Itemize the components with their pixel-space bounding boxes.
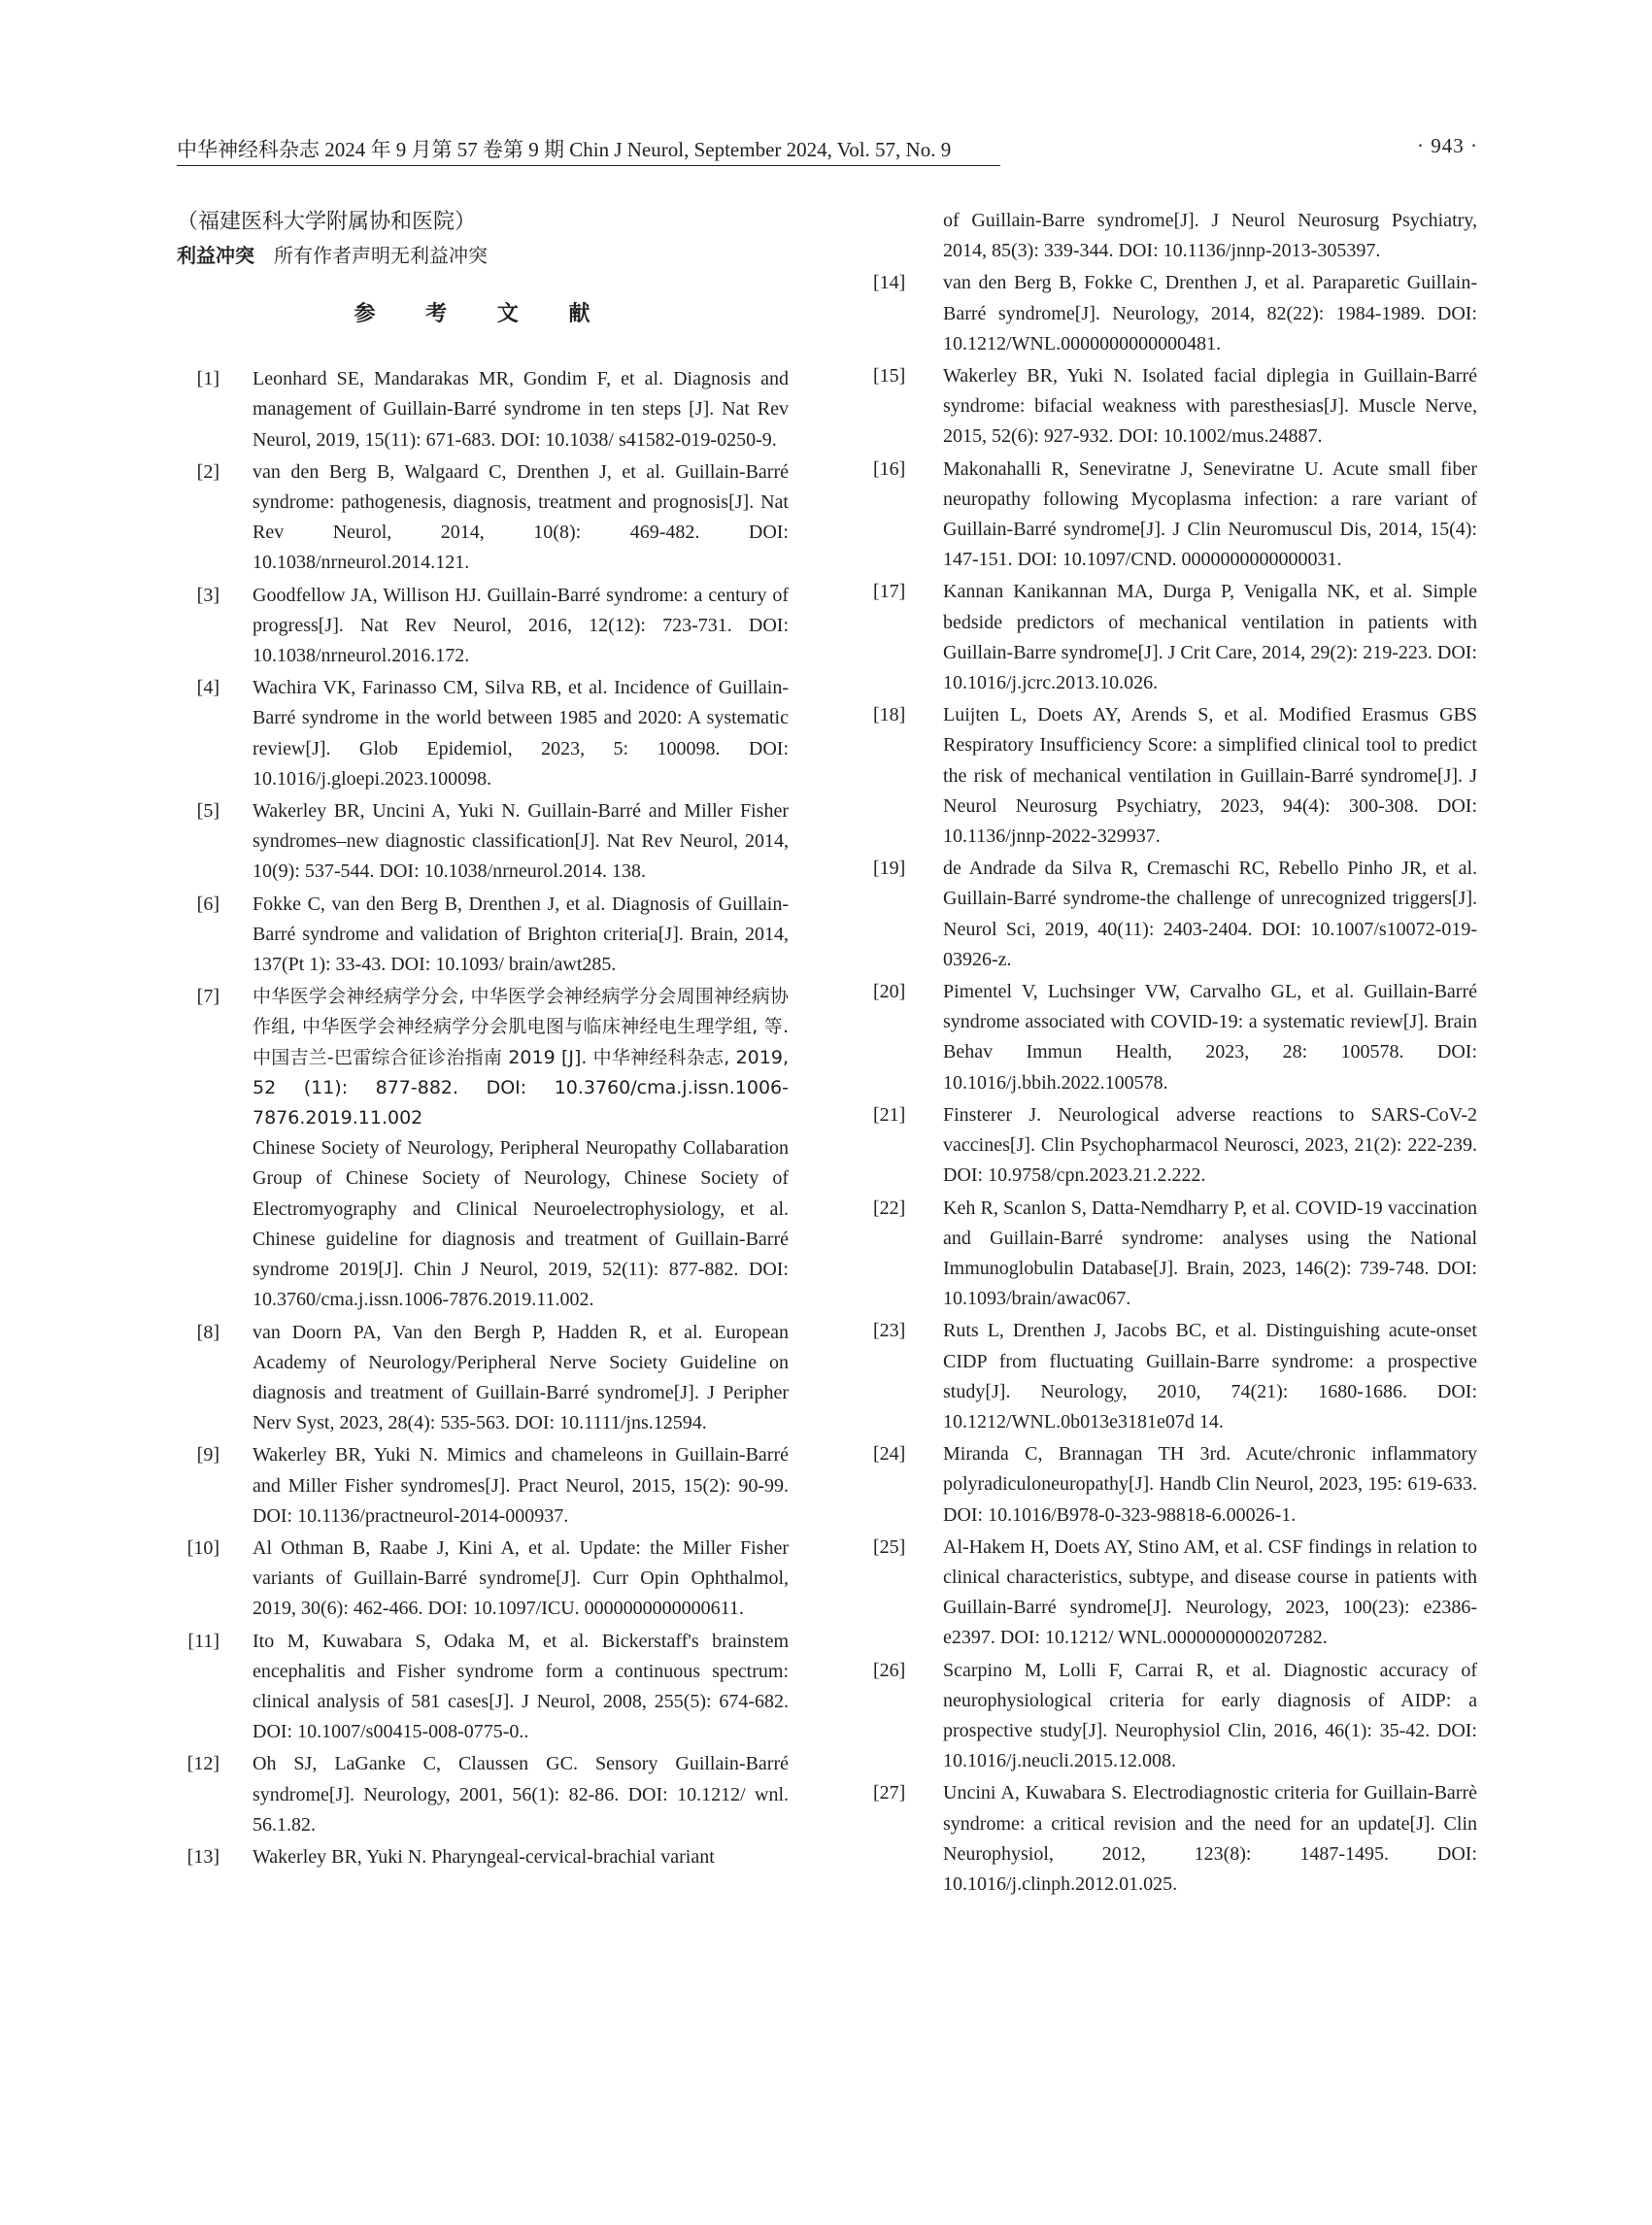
reference-number: [14] — [873, 272, 906, 294]
reference-number: [5] — [196, 800, 219, 823]
reference-item — [873, 854, 1477, 975]
reference-number: [13] — [186, 1845, 219, 1868]
reference-text: Al-Hakem H, Doets AY, Stino AM, et al. CSF findings in relation to clinical characteristics, subtype, and disease course in patients with Guillain-Barré syndrome[J]. Neurology, 2023, 100(23): e2386-e2397. DOI: 10.1212/ WNL.0000000000207282. — [943, 1535, 1477, 1649]
reference-item — [873, 977, 1477, 1098]
reference-number: [21] — [873, 1103, 906, 1126]
reference-text: Wakerley BR, Yuki N. Isolated facial diplegia in Guillain-Barré syndrome: bifacial weakness with paresthesias[J]. Muscle Nerve, 2015, 52(6): 927-932. DOI: 10.1002/mus.24887. — [943, 365, 1477, 448]
reference-item — [177, 673, 789, 794]
reference-item — [873, 268, 1477, 359]
conflict-text: 所有作者声明无利益冲突 — [274, 244, 488, 267]
reference-text: Wakerley BR, Yuki N. Mimics and chameleons in Guillain-Barré and Miller Fisher syndromes[J]. Pract Neurol, 2015, 15(2): 90-99. DOI: 10.1136/practneurol-2014-000937. — [253, 1444, 789, 1527]
reference-text: Makonahalli R, Seneviratne J, Seneviratne U. Acute small fiber neuropathy following Mycoplasma infection: a rare variant of Guillain-Barré syndrome[J]. J Clin Neuromuscul Dis, 2014, 15(4): 147-151. DOI: 10.1097/CND. 0000000000000031. — [943, 457, 1477, 571]
reference-text: Al Othman B, Raabe J, Kini A, et al. Update: the Miller Fisher variants of Guillain-Barré syndrome[J]. Curr Opin Ophthalmol, 2019, 30(6): 462-466. DOI: 10.1097/ICU. 0000000000000611. — [253, 1536, 789, 1620]
reference-text: Pimentel V, Luchsinger VW, Carvalho GL, et al. Guillain-Barré syndrome associated with COVID-19: a systematic review[J]. Brain Behav Immun Health, 2023, 28: 100578. DOI: 10.1016/j.bbih.2022.100578. — [943, 981, 1477, 1094]
reference-item — [873, 1778, 1477, 1900]
page-number: · 943 · — [1417, 134, 1478, 157]
left-column — [177, 206, 789, 1874]
reference-number: [11] — [187, 1630, 219, 1652]
reference-number: [18] — [873, 704, 906, 726]
reference-item — [873, 1194, 1477, 1315]
reference-text: Wakerley BR, Uncini A, Yuki N. Guillain-Barré and Miller Fisher syndromes–new diagnostic classification[J]. Nat Rev Neurol, 2014, 10(9): 537-544. DOI: 10.1038/nrneurol.2014. 138. — [253, 800, 789, 883]
reference-number: [15] — [873, 365, 906, 388]
reference-text: Luijten L, Doets AY, Arends S, et al. Modified Erasmus GBS Respiratory Insufficiency Score: a simplified clinical tool to predict the risk of mechanical ventilation in Guillain-Barré syndrome[J]. J Neurol Neurosurg Psychiatry, 2023, 94(4): 300-308. DOI: 10.1136/jnnp-2022-329937. — [943, 704, 1477, 848]
reference-number: [3] — [196, 584, 219, 606]
reference-number: [26] — [873, 1659, 906, 1681]
reference-text: Wakerley BR, Yuki N. Pharyngeal-cervical-brachial variant — [253, 1845, 715, 1868]
reference-number: [9] — [196, 1444, 219, 1466]
reference-number: [6] — [196, 893, 219, 915]
reference-item — [873, 577, 1477, 698]
reference-item — [177, 457, 789, 579]
reference-number: [1] — [196, 368, 219, 390]
reference-text: Goodfellow JA, Willison HJ. Guillain-Barré syndrome: a century of progress[J]. Nat Rev Neurol, 2016, 12(12): 723-731. DOI: 10.1038/nrneurol.2016.172. — [253, 584, 789, 667]
reference-text: Leonhard SE, Mandarakas MR, Gondim F, et al. Diagnosis and management of Guillain-Barré syndrome in ten steps [J]. Nat Rev Neurol, 2019, 15(11): 671-683. DOI: 10.1038/ s41582-019-0250-9. — [253, 368, 789, 451]
reference-text: Keh R, Scanlon S, Datta-Nemdharry P, et al. COVID-19 vaccination and Guillain-Barré syndrome: analyses using the National Immunoglobulin Database[J]. Brain, 2023, 146(2): 739-748. DOI: 10.1093/brain/awac067. — [943, 1197, 1477, 1310]
reference-item — [873, 1533, 1477, 1654]
reference-number: [12] — [186, 1753, 219, 1775]
reference-item — [177, 1318, 789, 1439]
reference-number: [10] — [186, 1536, 219, 1559]
reference-text: 中华医学会神经病学分会, 中华医学会神经病学分会周围神经病协作组, 中华医学会神经病学分会肌电图与临床神经电生理学组, 等. 中国吉兰-巴雷综合征诊治指南 2019 [J]. 中华神经科杂志, 2019, 52 (11): 877-882. DOI: 10.3760/cma.j.issn.1006-7876.2019.11.002 — [253, 986, 789, 1129]
reference-number: [24] — [873, 1443, 906, 1466]
reference-continuation: of Guillain-Barre syndrome[J]. J Neurol Neurosurg Psychiatry, 2014, 85(3): 339-344. DOI: 10.1136/jnnp-2013-305397. — [943, 210, 1477, 262]
reference-number: [4] — [196, 677, 219, 699]
reference-item — [177, 890, 789, 981]
reference-item — [177, 982, 789, 1315]
reference-number: [17] — [873, 581, 906, 603]
reference-text: de Andrade da Silva R, Cremaschi RC, Rebello Pinho JR, et al. Guillain-Barré syndrome-the challenge of unrecognized triggers[J]. Neurol Sci, 2019, 40(11): 2403-2404. DOI: 10.1007/s10072-019-03926-z. — [943, 858, 1477, 970]
reference-item — [873, 1316, 1477, 1437]
reference-item — [873, 700, 1477, 852]
running-header — [177, 134, 1478, 167]
reference-text: Wachira VK, Farinasso CM, Silva RB, et al. Incidence of Guillain-Barré syndrome in the world between 1985 and 2020: A systematic review[J]. Glob Epidemiol, 2023, 5: 100098. DOI: 10.1016/j.gloepi.2023.100098. — [253, 677, 789, 790]
reference-item — [177, 1842, 789, 1872]
reference-text: Ito M, Kuwabara S, Odaka M, et al. Bickerstaff's brainstem encephalitis and Fisher syndrome form a continuous spectrum: clinical analysis of 581 cases[J]. J Neurol, 2008, 255(5): 674-682. DOI: 10.1007/s00415-008-0775-0.. — [253, 1630, 789, 1743]
reference-number: [20] — [873, 981, 906, 1003]
reference-text: Finsterer J. Neurological adverse reactions to SARS-CoV-2 vaccines[J]. Clin Psychopharmacol Neurosci, 2023, 21(2): 222-239. DOI: 10.9758/cpn.2023.21.2.222. — [943, 1103, 1477, 1187]
reference-number: [8] — [196, 1321, 219, 1343]
reference-number: [23] — [873, 1320, 906, 1342]
reference-text-english: Chinese Society of Neurology, Peripheral Neuropathy Collabaration Group of Chinese Society of Neurology, Chinese Society of Electromyography and Clinical Neuroelectrophysiology, et al. Chinese guideline for diagnosis and treatment of Guillain-Barré syndrome 2019[J]. Chin J Neurol, 2019, 52(11): 877-882. DOI: 10.3760/cma.j.issn.1006-7876.2019.11.002. — [253, 1137, 789, 1311]
reference-text: Kannan Kanikannan MA, Durga P, Venigalla NK, et al. Simple bedside predictors of mechanical ventilation in patients with Guillain-Barre syndrome[J]. J Crit Care, 2014, 29(2): 219-223. DOI: 10.1016/j.jcrc.2013.10.026. — [943, 581, 1477, 694]
reference-text: van Doorn PA, Van den Bergh P, Hadden R, et al. European Academy of Neurology/Peripheral Nerve Society Guideline on diagnosis and treatment of Guillain-Barré syndrome[J]. J Peripher Nerv Syst, 2023, 28(4): 535-563. DOI: 10.1111/jns.12594. — [253, 1321, 789, 1434]
reference-item — [873, 1100, 1477, 1192]
reference-text: Uncini A, Kuwabara S. Electrodiagnostic criteria for Guillain-Barrè syndrome: a critical revision and the need for an update[J]. Clin Neurophysiol, 2012, 123(8): 1487-1495. DOI: 10.1016/j.clinph.2012.01.025. — [943, 1782, 1477, 1895]
reference-item — [177, 1534, 789, 1625]
reference-number: [2] — [196, 460, 219, 483]
journal-header: 中华神经科杂志 2024 年 9 月第 57 卷第 9 期 Chin J Neurol, September 2024, Vol. 57, No. 9 — [177, 138, 952, 161]
reference-item — [177, 1627, 789, 1748]
reference-number: [22] — [873, 1197, 906, 1219]
right-column — [873, 206, 1477, 1902]
reference-text: Miranda C, Brannagan TH 3rd. Acute/chronic inflammatory polyradiculoneuropathy[J]. Handb Clin Neurol, 2023, 195: 619-633. DOI: 10.1016/B978-0-323-98818-6.00026-1. — [943, 1443, 1477, 1526]
reference-item — [873, 455, 1477, 576]
reference-item — [177, 1749, 789, 1840]
reference-text: van den Berg B, Fokke C, Drenthen J, et al. Paraparetic Guillain-Barré syndrome[J]. Neurology, 2014, 82(22): 1984-1989. DOI: 10.1212/WNL.0000000000000481. — [943, 272, 1477, 354]
reference-text: Fokke C, van den Berg B, Drenthen J, et al. Diagnosis of Guillain-Barré syndrome and validation of Brighton criteria[J]. Brain, 2014, 137(Pt 1): 33-43. DOI: 10.1093/ brain/awt285. — [253, 893, 789, 976]
reference-item — [873, 1656, 1477, 1777]
reference-item — [873, 1439, 1477, 1531]
reference-number: [25] — [873, 1535, 906, 1558]
right-reference-list — [873, 268, 1477, 1900]
reference-item — [177, 364, 789, 455]
reference-number: [27] — [873, 1782, 906, 1804]
reference-text: Ruts L, Drenthen J, Jacobs BC, et al. Distinguishing acute-onset CIDP from fluctuating Guillain-Barre syndrome: a prospective study[J]. Neurology, 2010, 74(21): 1680-1686. DOI: 10.1212/WNL.0b013e3181e07d 14. — [943, 1320, 1477, 1433]
reference-item — [177, 581, 789, 672]
header-rule — [177, 165, 1000, 166]
affiliation: （福建医科大学附属协和医院） — [177, 210, 477, 234]
conflict-of-interest — [177, 239, 789, 272]
left-reference-list — [177, 364, 789, 1872]
references-title: 参 考 文 献 — [354, 302, 612, 326]
reference-item — [177, 1440, 789, 1532]
reference-text: van den Berg B, Walgaard C, Drenthen J, et al. Guillain-Barré syndrome: pathogenesis, diagnosis, treatment and prognosis[J]. Nat Rev Neurol, 2014, 10(8): 469-482. DOI: 10.1038/nrneurol.2014.121. — [253, 460, 789, 574]
conflict-label: 利益冲突 — [177, 244, 254, 267]
reference-item — [177, 796, 789, 888]
reference-text: Oh SJ, LaGanke C, Claussen GC. Sensory Guillain-Barré syndrome[J]. Neurology, 2001, 56(1): 82-86. DOI: 10.1212/ wnl. 56.1.82. — [253, 1753, 789, 1836]
reference-number: [16] — [873, 457, 906, 480]
reference-number: [7] — [196, 986, 219, 1008]
reference-number: [19] — [873, 858, 906, 880]
reference-text: Scarpino M, Lolli F, Carrai R, et al. Diagnostic accuracy of neurophysiological criteria for early diagnosis of AIDP: a prospective study[J]. Neurophysiol Clin, 2016, 46(1): 35-42. DOI: 10.1016/j.neucli.2015.12.008. — [943, 1659, 1477, 1772]
reference-item — [873, 361, 1477, 453]
